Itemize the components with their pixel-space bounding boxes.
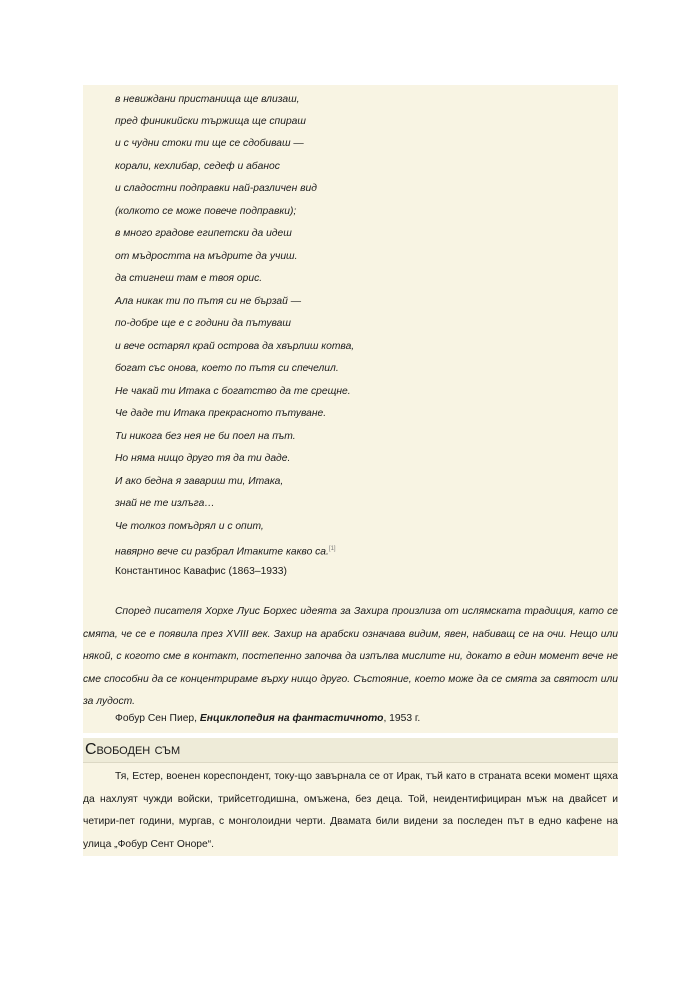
poem-block <box>83 85 618 590</box>
chapter-heading: Свободен съм <box>85 741 181 758</box>
epigraph-source <box>115 712 420 726</box>
poem-line-text: навярно вече си разбрал Итаките какво са. <box>115 546 329 558</box>
poem-line: И ако бедна я завариш ти, Итака, <box>115 476 284 487</box>
source-title: Енциклопедия на фантастичното <box>199 713 384 724</box>
source-prefix: Фобур Сен Пиер, <box>115 713 198 724</box>
footnote-marker[interactable]: [1] <box>328 546 336 552</box>
source-suffix: , 1953 г. <box>383 713 421 724</box>
poem-line: Че толкоз помъдрял и с опит, <box>115 521 264 532</box>
poem-author: Константинос Кавафис (1863–1933) <box>115 566 287 577</box>
poem-line: да стигнеш там е твоя орис. <box>115 273 263 284</box>
poem-line: пред финикийски тържища ще спираш <box>115 116 306 127</box>
chapter-paragraph: Тя, Естер, военен кореспондент, току-що завърнала се от Ирак, тъй като в страната всеки момент щяха да нахлуят чужди войски, трийсетгодишна, омъжена, без деца. Той, неидентифициран мъж на двайсет и четири-пет години, мургав, с монголоидни черти. Двамата били видени за последен път в едно кафене на улица „Фобур Сент Оноре“. <box>83 771 618 850</box>
poem-line: по-добре ще е с години да пътуваш <box>115 318 291 329</box>
poem-line: от мъдростта на мъдрите да учиш. <box>115 251 298 262</box>
poem-line: Но няма нищо друго тя да ти даде. <box>115 453 291 464</box>
poem-line: богат със онова, което по пътя си спечелил. <box>115 363 339 374</box>
poem-line: в невиждани пристанища ще влизаш, <box>115 94 300 105</box>
epigraph-paragraph: Според писателя Хорхе Луис Борхес идеята за Захира произлиза от ислямската традиция, като се смята, че се е появила през XVIII век. Захир на арабски означава видим, явен, набиващ се на очи. Нещо или някой, с когото сме в контакт, постепенно започва да изпълва мислите ни, докато в един момент вече не сме способни да се концентрираме върху нищо друго. Състояние, което може да се смята за святост или за лудост. <box>83 606 618 708</box>
chapter-heading-bar <box>83 738 618 763</box>
poem-last-line <box>115 542 336 559</box>
poem-line: Ти никога без нея не би поел на път. <box>115 431 296 442</box>
poem-line: и вече остарял край острова да хвърлиш котва, <box>115 341 355 352</box>
chapter-body-block <box>83 763 618 856</box>
poem-line: (колкото се може повече подправки); <box>115 206 297 217</box>
poem-line: в много градове египетски да идеш <box>115 228 292 239</box>
poem-line: Че даде ти Итака прекрасното пътуване. <box>115 408 327 419</box>
poem-line: и с чудни стоки ти ще се сдобиваш — <box>115 138 304 149</box>
epigraph-block <box>83 590 618 733</box>
poem-line: знай не те излъга… <box>115 498 215 509</box>
poem-line: и сладостни подправки най-различен вид <box>115 183 317 194</box>
poem-line: корали, кехлибар, седеф и абанос <box>115 161 280 172</box>
poem-line: Ала никак ти по пътя си не бързай — <box>115 296 301 307</box>
poem-line: Не чакай ти Итака с богатство да те срещне. <box>115 386 351 397</box>
